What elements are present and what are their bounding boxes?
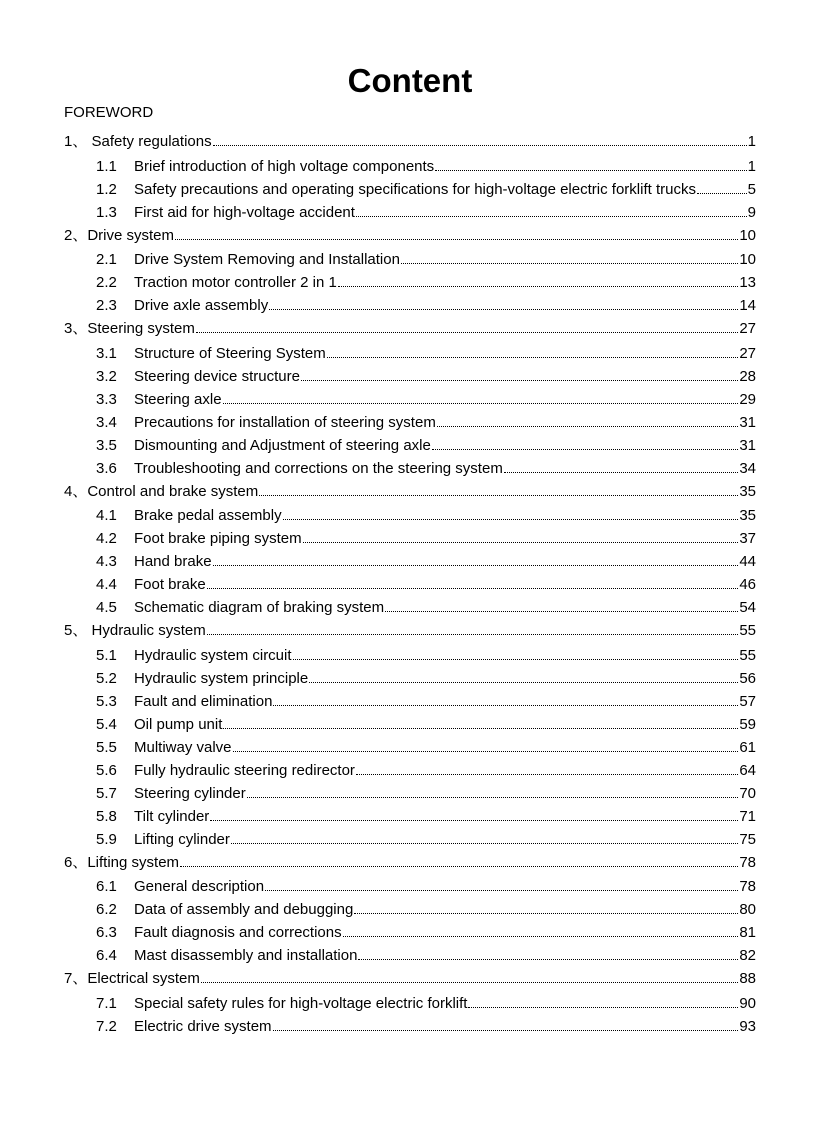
- toc-chapter-entry[interactable]: [64, 622, 756, 647]
- toc-entry-label: Steering cylinder: [134, 784, 246, 802]
- toc-section-entry[interactable]: [64, 785, 756, 808]
- toc-entry-number: 3.1: [96, 344, 117, 362]
- dot-leader: [265, 888, 738, 891]
- toc-entry-number: 5.1: [96, 646, 117, 664]
- toc-entry-number: 6.2: [96, 901, 117, 918]
- toc-entry-page: 78: [739, 853, 756, 871]
- toc-entry-page: 34: [739, 459, 756, 477]
- toc-entry-page: 14: [739, 297, 756, 314]
- toc-entry-label: Fully hydraulic steering redirector: [134, 761, 355, 779]
- toc-entry-number: 5.4: [96, 715, 117, 733]
- toc-entry-page: 78: [739, 878, 756, 895]
- toc-entry-page: 57: [739, 692, 756, 710]
- toc-entry-number: 6、: [64, 853, 88, 871]
- toc-entry-number: 2.2: [96, 274, 117, 291]
- toc-entry-number: 2.3: [96, 297, 117, 314]
- toc-entry-page: 90: [739, 994, 756, 1012]
- toc-entry-page: 80: [739, 901, 756, 918]
- toc-entry-label: Hydraulic system principle: [134, 669, 309, 687]
- toc-section-entry[interactable]: [64, 181, 756, 204]
- toc-entry-page: 28: [739, 367, 756, 385]
- toc-entry-number: 3.6: [96, 459, 117, 477]
- toc-entry-label: Fault diagnosis and corrections: [134, 924, 342, 941]
- toc-entry-page: 31: [739, 436, 756, 454]
- toc-entry-label: Hand brake: [134, 553, 212, 570]
- toc-entry-number: 5.8: [96, 807, 117, 825]
- toc-entry-number: 2.1: [96, 251, 117, 268]
- dot-leader: [283, 517, 739, 520]
- toc-entry-page: 13: [739, 274, 756, 291]
- toc-entry-page: 31: [739, 413, 756, 431]
- toc-entry-page: 1: [747, 157, 756, 175]
- toc-section-entry[interactable]: [64, 599, 756, 622]
- toc-entry-label: Precautions for installation of steering system: [134, 413, 436, 431]
- toc-entry-page: 55: [739, 622, 756, 639]
- page-title: Content: [347, 62, 473, 99]
- foreword-heading: FOREWORD: [64, 104, 154, 121]
- toc-section-entry[interactable]: [64, 670, 756, 693]
- dot-leader: [358, 957, 738, 960]
- toc-section-entry[interactable]: [64, 437, 756, 460]
- toc-entry-label: Steering axle: [134, 390, 222, 408]
- toc-entry-number: 4.1: [96, 507, 117, 524]
- toc-section-entry[interactable]: [64, 507, 756, 530]
- toc-entry-label: Lifting system: [87, 853, 180, 871]
- toc-section-entry[interactable]: [64, 251, 756, 274]
- dot-leader: [273, 703, 738, 706]
- toc-entry-label: Multiway valve: [134, 738, 232, 756]
- toc-section-entry[interactable]: [64, 693, 756, 716]
- toc-entry-label: Foot brake piping system: [134, 530, 302, 547]
- toc-section-entry[interactable]: [64, 391, 756, 414]
- toc-entry-label: Brief introduction of high voltage components: [134, 157, 435, 175]
- toc-entry-page: 10: [739, 226, 756, 244]
- toc-section-entry[interactable]: [64, 947, 756, 970]
- dot-leader: [269, 307, 738, 310]
- toc-section-entry[interactable]: [64, 204, 756, 227]
- dot-leader: [356, 214, 747, 217]
- toc-entry-number: 3.5: [96, 436, 117, 454]
- toc-section-entry[interactable]: [64, 808, 756, 831]
- toc-entry-page: 75: [739, 830, 756, 848]
- toc-entry-label: Safety regulations: [91, 133, 212, 150]
- toc-chapter-entry[interactable]: [64, 854, 756, 879]
- toc-chapter-entry[interactable]: [64, 320, 756, 345]
- toc-entry-page: 71: [739, 807, 756, 825]
- toc-entry-label: Traction motor controller 2 in 1: [134, 274, 337, 291]
- toc-chapter-entry[interactable]: [64, 133, 756, 158]
- toc-entry-label: Data of assembly and debugging: [134, 901, 354, 918]
- toc-entry-label: Foot brake: [134, 576, 206, 593]
- dot-leader: [338, 284, 738, 287]
- toc-entry-page: 64: [739, 761, 756, 779]
- toc-section-entry[interactable]: [64, 297, 756, 320]
- toc-entry-page: 55: [739, 646, 756, 664]
- toc-section-entry[interactable]: [64, 716, 756, 739]
- toc-entry-number: 5.7: [96, 784, 117, 802]
- toc-entry-page: 44: [739, 553, 756, 570]
- toc-section-entry[interactable]: [64, 878, 756, 901]
- toc-entry-number: 6.4: [96, 947, 117, 964]
- dot-leader: [343, 934, 739, 937]
- toc-entry-label: Electrical system: [87, 970, 200, 987]
- toc-section-entry[interactable]: [64, 158, 756, 181]
- dot-leader: [432, 447, 738, 450]
- toc-chapter-entry[interactable]: [64, 227, 756, 252]
- dot-leader: [309, 680, 738, 683]
- toc-entry-page: 82: [739, 947, 756, 964]
- toc-entry-number: 1.3: [96, 203, 117, 221]
- toc-entry-number: 2、: [64, 226, 88, 244]
- toc-entry-number: 3.4: [96, 413, 117, 431]
- toc-entry-number: 4、: [64, 482, 88, 500]
- dot-leader: [196, 330, 738, 333]
- toc-section-entry[interactable]: [64, 762, 756, 785]
- toc-entry-label: Drive axle assembly: [134, 297, 269, 314]
- toc-entry-page: 5: [747, 180, 756, 198]
- toc-section-entry[interactable]: [64, 576, 756, 599]
- toc-entry-label: Steering system: [87, 320, 195, 337]
- toc-section-entry[interactable]: [64, 274, 756, 297]
- toc-entry-number: 6.3: [96, 924, 117, 941]
- dot-leader: [223, 726, 738, 729]
- dot-leader: [207, 632, 739, 635]
- toc-entry-page: 81: [739, 924, 756, 941]
- dot-leader: [175, 237, 738, 240]
- toc-entry-number: 4.3: [96, 553, 117, 570]
- toc-entry-number: 7.2: [96, 1017, 117, 1035]
- toc-entry-label: Control and brake system: [87, 482, 259, 500]
- toc-entry-label: Fault and elimination: [134, 692, 273, 710]
- dot-leader: [435, 168, 746, 171]
- toc-entry-number: 4.4: [96, 576, 117, 593]
- toc-entry-label: Steering device structure: [134, 367, 300, 385]
- toc-section-entry[interactable]: [64, 414, 756, 437]
- toc-entry-label: Hydraulic system: [91, 622, 206, 639]
- dot-leader: [354, 911, 738, 914]
- toc-section-entry[interactable]: [64, 739, 756, 762]
- dot-leader: [233, 749, 739, 752]
- toc-section-entry[interactable]: [64, 368, 756, 391]
- toc-entry-page: 61: [739, 738, 756, 756]
- toc-entry-page: 10: [739, 251, 756, 268]
- dot-leader: [504, 470, 739, 473]
- toc-section-entry[interactable]: [64, 345, 756, 368]
- toc-entry-page: 93: [739, 1017, 756, 1035]
- table-of-contents: [64, 133, 756, 1041]
- dot-leader: [697, 191, 747, 194]
- toc-entry-page: 1: [747, 133, 756, 150]
- toc-entry-label: Brake pedal assembly: [134, 507, 282, 524]
- toc-entry-label: Troubleshooting and corrections on the steering system: [134, 459, 503, 477]
- toc-entry-number: 3.3: [96, 390, 117, 408]
- toc-entry-label: Drive system: [87, 226, 175, 244]
- toc-entry-number: 1、: [64, 133, 92, 150]
- toc-entry-label: Lifting cylinder: [134, 830, 230, 848]
- toc-entry-label: Special safety rules for high-voltage electric forklift: [134, 994, 468, 1012]
- toc-entry-number: 3.2: [96, 367, 117, 385]
- toc-entry-page: 27: [739, 344, 756, 362]
- toc-chapter-entry[interactable]: [64, 483, 756, 508]
- dot-leader: [210, 818, 738, 821]
- toc-entry-label: Dismounting and Adjustment of steering axle: [134, 436, 431, 454]
- dot-leader: [259, 493, 738, 496]
- dot-leader: [303, 540, 739, 543]
- toc-entry-page: 35: [739, 507, 756, 524]
- dot-leader: [207, 586, 739, 589]
- dot-leader: [437, 424, 739, 427]
- toc-section-entry[interactable]: [64, 1018, 756, 1041]
- toc-entry-page: 29: [739, 390, 756, 408]
- toc-entry-page: 46: [739, 576, 756, 593]
- toc-section-entry[interactable]: [64, 647, 756, 670]
- dot-leader: [356, 772, 738, 775]
- dot-leader: [385, 609, 738, 612]
- toc-entry-label: First aid for high-voltage accident: [134, 203, 355, 221]
- dot-leader: [180, 864, 738, 867]
- toc-entry-number: 1.2: [96, 180, 117, 198]
- toc-section-entry[interactable]: [64, 924, 756, 947]
- toc-entry-label: Safety precautions and operating specifications for high-voltage electric forklift trucks: [134, 180, 696, 198]
- toc-entry-label: Structure of Steering System: [134, 344, 326, 362]
- toc-section-entry[interactable]: [64, 995, 756, 1018]
- toc-entry-number: 3、: [64, 320, 88, 337]
- dot-leader: [231, 841, 738, 844]
- dot-leader: [293, 657, 739, 660]
- toc-entry-label: Mast disassembly and installation: [134, 947, 358, 964]
- dot-leader: [223, 401, 739, 404]
- toc-entry-page: 27: [739, 320, 756, 337]
- toc-section-entry[interactable]: [64, 831, 756, 854]
- toc-entry-page: 9: [747, 203, 756, 221]
- dot-leader: [273, 1028, 739, 1031]
- toc-entry-number: 4.5: [96, 599, 117, 616]
- dot-leader: [401, 261, 738, 264]
- toc-entry-number: 5.3: [96, 692, 117, 710]
- toc-entry-number: 5.2: [96, 669, 117, 687]
- dot-leader: [468, 1005, 738, 1008]
- toc-entry-number: 1.1: [96, 157, 117, 175]
- toc-entry-label: Hydraulic system circuit: [134, 646, 292, 664]
- dot-leader: [201, 980, 738, 983]
- toc-entry-label: Oil pump unit: [134, 715, 223, 733]
- toc-entry-page: 70: [739, 784, 756, 802]
- toc-entry-label: General description: [134, 878, 265, 895]
- dot-leader: [247, 795, 739, 798]
- toc-entry-label: Tilt cylinder: [134, 807, 210, 825]
- toc-entry-number: 6.1: [96, 878, 117, 895]
- toc-section-entry[interactable]: [64, 901, 756, 924]
- toc-entry-number: 4.2: [96, 530, 117, 547]
- toc-entry-label: Drive System Removing and Installation: [134, 251, 400, 268]
- toc-entry-page: 59: [739, 715, 756, 733]
- toc-entry-page: 35: [739, 482, 756, 500]
- toc-section-entry[interactable]: [64, 460, 756, 483]
- toc-entry-label: Schematic diagram of braking system: [134, 599, 385, 616]
- toc-entry-number: 5.5: [96, 738, 117, 756]
- dot-leader: [327, 355, 739, 358]
- toc-entry-number: 5.9: [96, 830, 117, 848]
- dot-leader: [213, 563, 739, 566]
- dot-leader: [301, 378, 738, 381]
- toc-entry-page: 37: [739, 530, 756, 547]
- toc-entry-page: 56: [739, 669, 756, 687]
- toc-entry-page: 88: [739, 970, 756, 987]
- toc-entry-label: Electric drive system: [134, 1017, 272, 1035]
- toc-entry-number: 5、: [64, 622, 92, 639]
- toc-section-entry[interactable]: [64, 553, 756, 576]
- toc-entry-number: 5.6: [96, 761, 117, 779]
- toc-entry-page: 54: [739, 599, 756, 616]
- toc-section-entry[interactable]: [64, 530, 756, 553]
- toc-entry-number: 7.1: [96, 994, 117, 1012]
- toc-entry-number: 7、: [64, 970, 88, 987]
- toc-chapter-entry[interactable]: [64, 970, 756, 995]
- dot-leader: [213, 143, 747, 146]
